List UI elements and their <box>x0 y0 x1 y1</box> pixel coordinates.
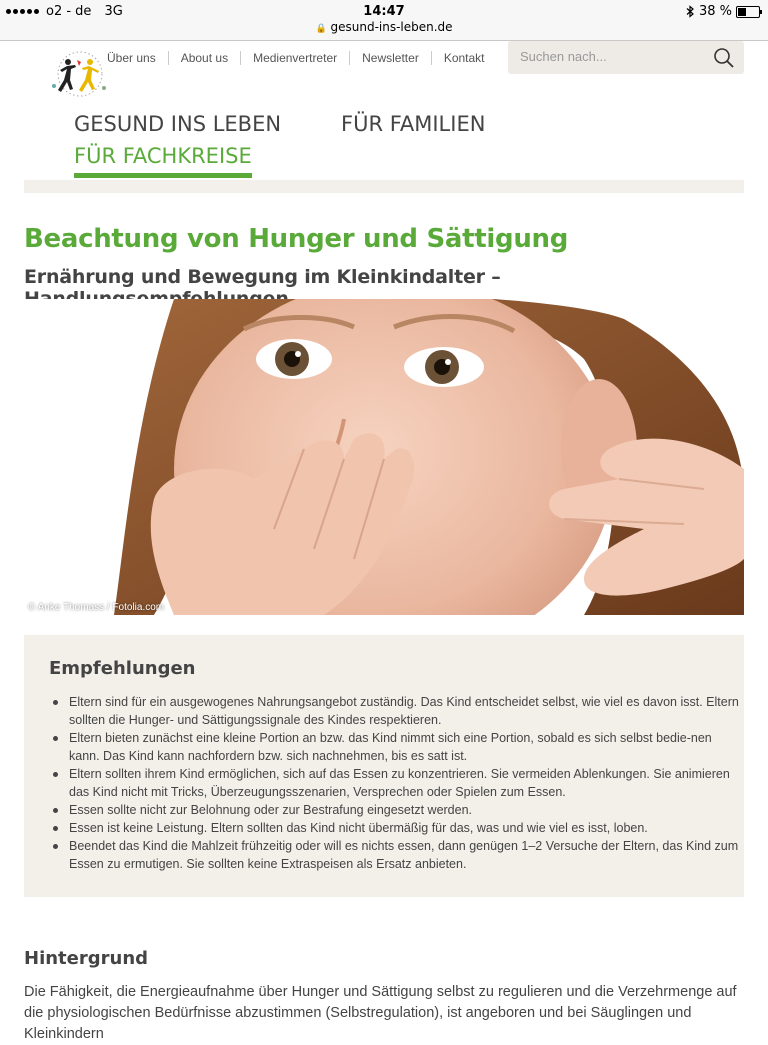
nav-link-ueber-uns[interactable]: Über uns <box>107 51 156 65</box>
clock: 14:47 <box>363 4 405 19</box>
hero-image <box>24 299 744 615</box>
url-text: gesund-ins-leben.de <box>330 20 453 34</box>
network-type: 3G <box>104 4 123 19</box>
list-item: Beendet das Kind die Mahlzeit frühzeitig oder will es nichts essen, dann genügen 1–2 Versuche der Eltern, das Kind zum Essen zu ermutigen. Sie sollten keine Extraspeisen als Ersatz anbieten. <box>69 837 741 873</box>
main-nav-fuer-fachkreise[interactable]: FÜR FACHKREISE <box>74 144 252 178</box>
search-input[interactable] <box>520 49 700 64</box>
nav-link-medienvertreter[interactable]: Medienvertreter <box>240 51 349 65</box>
recommendations-box <box>24 635 744 897</box>
search-icon[interactable] <box>712 46 736 75</box>
status-bar <box>0 0 768 41</box>
search-box <box>508 41 744 74</box>
battery-icon <box>736 6 760 18</box>
recommendations-list <box>49 693 741 873</box>
list-item: Essen sollte nicht zur Belohnung oder zur Bestrafung eingesetzt werden. <box>69 801 741 819</box>
nav-link-kontakt[interactable]: Kontakt <box>431 51 497 65</box>
list-item: Essen ist keine Leistung. Eltern sollten das Kind nicht übermäßig für das, was und wie viel es isst, loben. <box>69 819 741 837</box>
page-subtitle: Ernährung und Bewegung im Kleinkindalter – <box>24 266 501 288</box>
background-paragraph: Die Fähigkeit, die Energieaufnahme über Hunger und Sättigung selbst zu regulieren und die Verzehrmenge auf die physiologischen Bedürfnisse abzustimmen (Selbstregulation), ist angeboren und bei Säuglingen und Kleinkindern <box>24 984 737 1042</box>
main-nav-fuer-familien[interactable]: FÜR FAMILIEN <box>341 112 486 136</box>
address-bar[interactable] <box>0 20 768 34</box>
nav-divider-strip <box>24 180 744 193</box>
recommendations-heading: Empfehlungen <box>49 658 196 679</box>
battery-percent: 38 % <box>698 4 732 19</box>
page-title: Beachtung von Hunger und Sättigung <box>24 224 569 254</box>
image-credit: © Anke Thomass / Fotolia.com <box>28 602 165 613</box>
lock-icon: 🔒 <box>315 24 327 34</box>
status-right <box>686 4 760 19</box>
background-heading: Hintergrund <box>24 948 149 969</box>
bluetooth-icon <box>686 5 695 18</box>
nav-link-about-us[interactable]: About us <box>168 51 240 65</box>
list-item: Eltern sollten ihrem Kind ermöglichen, sich auf das Essen zu konzentrieren. Sie vermeiden Ablenkungen. Sie animieren das Kind nicht mit Tricks, Überzeugungsszenarien, Versprechen oder Spielen zum Essen. <box>69 765 741 801</box>
utility-nav <box>107 51 497 65</box>
carrier-label: o2 - de <box>46 4 92 19</box>
nav-link-newsletter[interactable]: Newsletter <box>349 51 431 65</box>
list-item: Eltern bieten zunächst eine kleine Portion an bzw. das Kind nimmt sich eine Portion, sobald es sich selbst bedie-nen kann. Das Kind kann nachfordern bzw. sich nachnehmen, bis es satt ist. <box>69 729 741 765</box>
main-nav-gesund-ins-leben[interactable]: GESUND INS LEBEN <box>74 112 282 136</box>
list-item: Eltern sind für ein ausgewogenes Nahrungsangebot zuständig. Das Kind entscheidet selbst, wie viel es davon isst. Eltern sollten die Hunger- und Sättigungssignale des Kindes respektieren. <box>69 693 741 729</box>
